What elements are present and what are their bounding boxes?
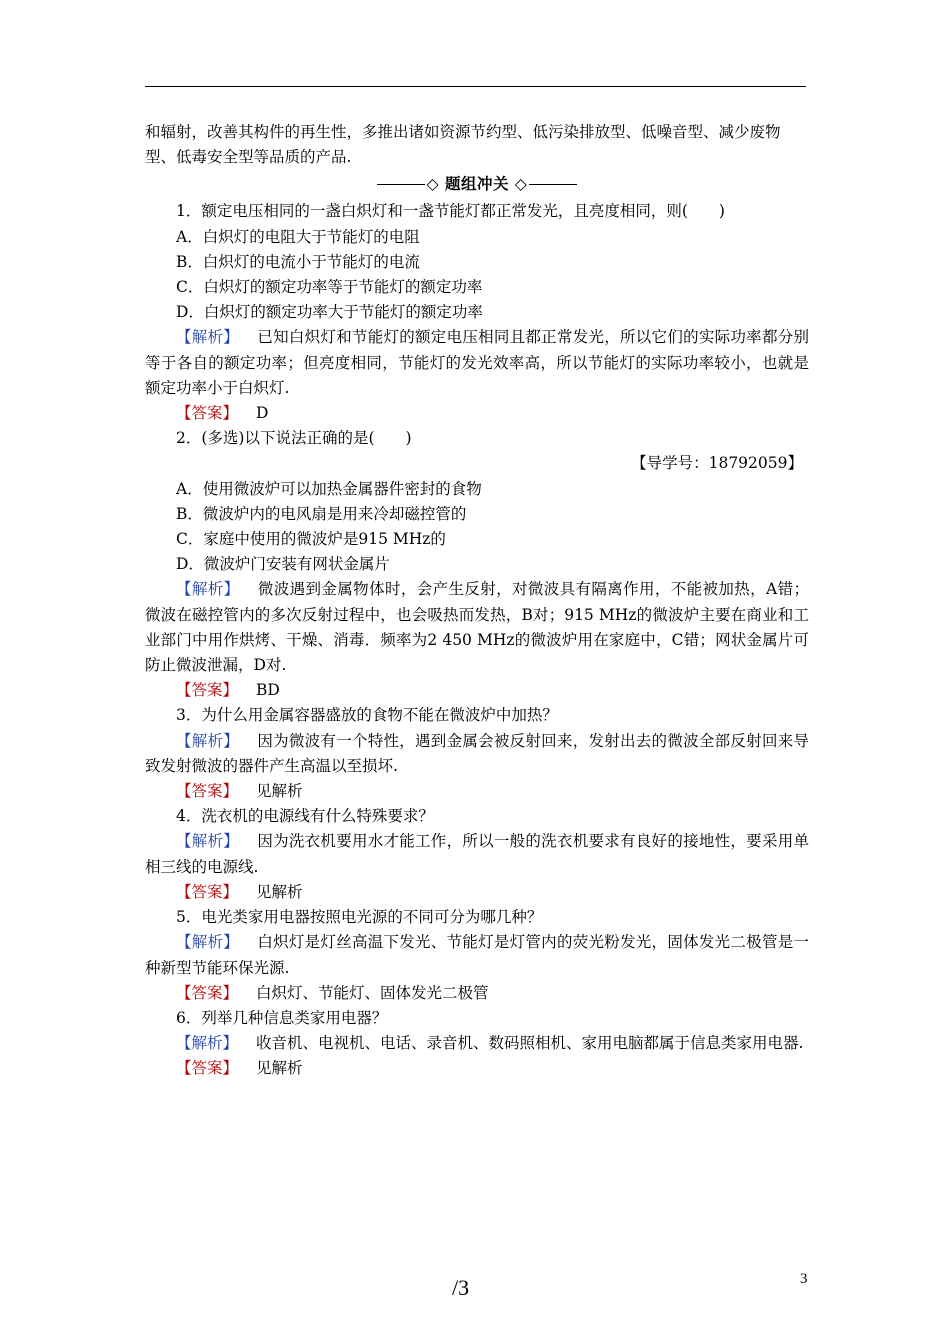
analysis-text: 因为微波有一个特性，遇到金属会被反射回来，发射出去的微波全部反射回来导致发射微波的器件产生高温以至损坏. (145, 731, 809, 775)
answer-text: 见解析 (256, 1059, 303, 1078)
analysis-label: 【解析】 (176, 731, 240, 750)
answer (145, 1056, 809, 1081)
answer (145, 779, 809, 804)
footer-page-total: /3 (452, 1275, 470, 1300)
analysis (145, 577, 809, 678)
option-b: B．白炽灯的电流小于节能灯的电流 (176, 252, 420, 271)
intro-line-2: 型、低毒安全型等品质的产品. (145, 148, 352, 167)
option-a: A．白炽灯的电阻大于节能灯的电阻 (176, 227, 420, 246)
option-d: D．白炽灯的额定功率大于节能灯的额定功率 (176, 303, 483, 322)
answer-text: 白炽灯、节能灯、固体发光二极管 (256, 983, 489, 1002)
analysis (145, 325, 809, 401)
question-stem: 4．洗衣机的电源线有什么特殊要求？ (176, 807, 434, 826)
option-c: C．白炽灯的额定功率等于节能灯的额定功率 (176, 278, 483, 297)
question-4 (145, 804, 809, 905)
question-6 (145, 1006, 809, 1082)
analysis-text: 因为洗衣机要用水才能工作，所以一般的洗衣机要求有良好的接地性，要采用单相三线的电源线. (145, 832, 809, 876)
analysis-label: 【解析】 (176, 328, 240, 347)
answer (145, 401, 809, 426)
analysis-text: 白炽灯是灯丝高温下发光、节能灯是灯管内的荧光粉发光，固体发光二极管是一种新型节能环保光源. (145, 933, 809, 977)
option-d: D．微波炉门安装有网状金属片 (176, 555, 390, 574)
analysis-text: 已知白炽灯和节能灯的额定电压相同且都正常发光，所以它们的实际功率都分别等于各自的额定功率；但亮度相同，节能灯的发光效率高，所以节能灯的实际功率较小，也就是额定功率小于白炽灯. (145, 328, 809, 397)
question-stem: 6．列举几种信息类家用电器？ (176, 1008, 388, 1027)
title-rule-right (529, 184, 577, 185)
answer (145, 981, 809, 1006)
footer-page-number: 3 (800, 1271, 808, 1287)
answer (145, 880, 809, 905)
answer-label: 【答案】 (176, 404, 239, 423)
analysis-label: 【解析】 (176, 1034, 239, 1053)
answer (145, 678, 809, 703)
analysis-label: 【解析】 (176, 832, 240, 851)
answer-text: BD (256, 681, 280, 700)
question-stem: 1．额定电压相同的一盏白炽灯和一盏节能灯都正常发光，且亮度相同，则( ) (176, 202, 725, 221)
answer-text: 见解析 (256, 882, 303, 901)
analysis (145, 729, 809, 779)
document-body (145, 120, 809, 1082)
header-rule (145, 86, 806, 87)
diamond-icon: ◇ (514, 175, 528, 194)
section-title-text: 题组冲关 (444, 175, 509, 194)
analysis (145, 1031, 809, 1056)
answer-text: 见解析 (256, 782, 303, 801)
option-a: A．使用微波炉可以加热金属器件密封的食物 (176, 479, 482, 498)
question-3 (145, 703, 809, 804)
answer-label: 【答案】 (176, 782, 239, 801)
answer-label: 【答案】 (176, 882, 239, 901)
question-2 (145, 426, 809, 703)
question-stem: 2．(多选)以下说法正确的是( ) (176, 429, 412, 448)
analysis-text: 微波遇到金属物体时，会产生反射，对微波具有隔离作用，不能被加热，A错；微波在磁控管内的多次反射过程中，也会吸热而发热，B对；915 MHz的微波炉主要在商业和工业部门中用作烘烤、干燥、消毒．频率为2 450 MHz的微波炉用在家庭中，C错；网状金属片可防止微波泄漏，D对. (145, 580, 809, 675)
analysis-label: 【解析】 (176, 580, 240, 599)
answer-text: D (256, 404, 269, 423)
analysis-label: 【解析】 (176, 933, 240, 952)
question-5 (145, 905, 809, 1006)
question-stem: 3．为什么用金属容器盛放的食物不能在微波炉中加热？ (176, 706, 558, 725)
question-stem: 5．电光类家用电器按照电光源的不同可分为哪几种？ (176, 908, 543, 927)
answer-label: 【答案】 (176, 1059, 239, 1078)
analysis (145, 930, 809, 980)
option-c: C．家庭中使用的微波炉是915 MHz的 (176, 530, 446, 549)
question-1 (145, 199, 809, 426)
analysis-text: 收音机、电视机、电话、录音机、数码照相机、家用电脑都属于信息类家用电器. (256, 1034, 804, 1053)
analysis (145, 829, 809, 879)
answer-label: 【答案】 (176, 681, 239, 700)
title-rule-left (377, 184, 425, 185)
intro-line-1: 和辐射，改善其构件的再生性，多推出诸如资源节约型、低污染排放型、低噪音型、减少废物 (145, 123, 781, 141)
diamond-icon: ◇ (426, 175, 440, 194)
answer-label: 【答案】 (176, 983, 239, 1002)
section-title (145, 172, 809, 197)
guide-number: 【导学号：18792059】 (631, 454, 803, 473)
option-b: B．微波炉内的电风扇是用来冷却磁控管的 (176, 504, 467, 523)
